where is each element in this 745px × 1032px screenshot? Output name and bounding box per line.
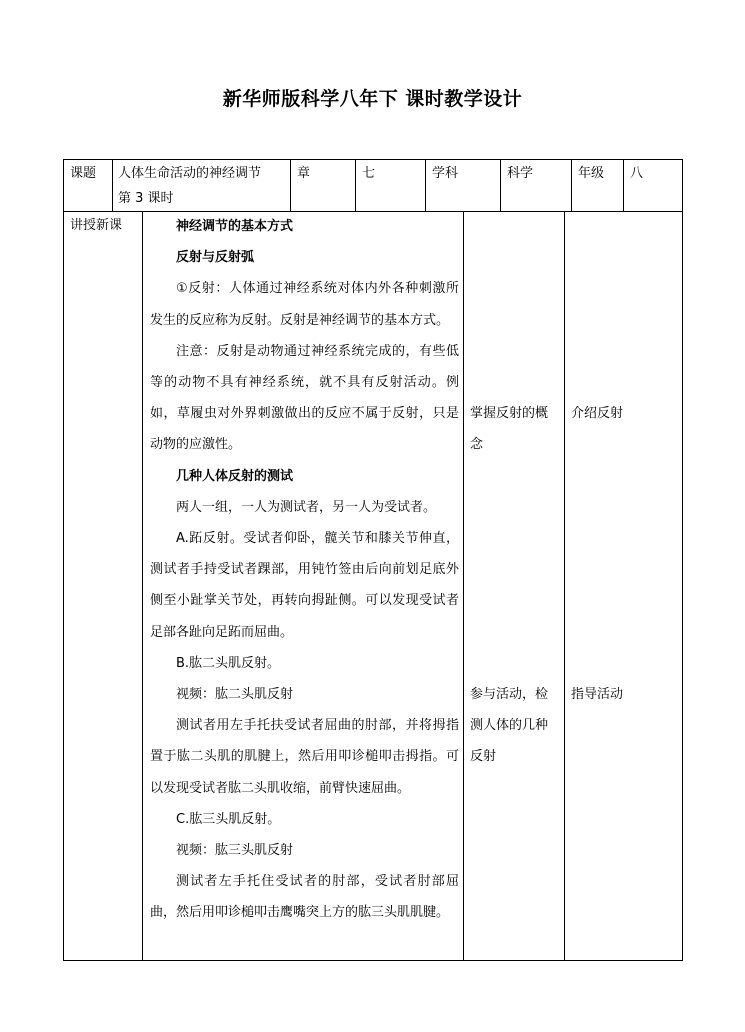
header-cell-divider (290, 159, 291, 212)
student-activity-2-line3: 反射 (470, 749, 497, 764)
content-heading: 反射与反射弧 (176, 250, 255, 266)
student-activity-1-line1: 掌握反射的概 (470, 406, 549, 421)
subject-label: 学科 (432, 166, 459, 181)
content-paragraph: 测试者左手托住受试者的肘部，受试者肘部屈曲，然后用叩诊槌叩击鹰嘴突上方的肱三头肌肌腱。 (150, 874, 459, 921)
content-cell-divider (142, 211, 143, 961)
header-cell-divider (571, 159, 572, 212)
content-paragraph: 测试者用左手托扶受试者屈曲的肘部，并将拇指置于肱二头肌的肌腱上，然后用叩诊槌叩击拇指。可以发现受试者肱二头肌收缩，前臂快速屈曲。 (150, 718, 459, 796)
subject-value: 科学 (507, 166, 534, 181)
document-title: 新华师版科学八年下 课时教学设计 (222, 88, 523, 110)
lesson-label: 课题 (70, 166, 97, 181)
content-heading: 几种人体反射的测试 (176, 468, 294, 484)
lesson-content (150, 211, 459, 929)
content-paragraph: A.跖反射。受试者仰卧，髋关节和膝关节伸直，测试者手持受试者踝部，用钝竹签由后向前划足底外侧至小趾掌关节处，再转向拇趾侧。可以发现受试者足部各趾向足跖而屈曲。 (150, 531, 459, 640)
content-heading: 神经调节的基本方式 (176, 219, 294, 234)
content-paragraph: 视频：肱二头肌反射 (176, 687, 294, 703)
content-paragraph: 视频：肱三头肌反射 (176, 843, 294, 859)
teacher-activity-2: 指导活动 (571, 687, 624, 702)
content-cell-divider (564, 211, 565, 961)
student-activity-1-line2: 念 (470, 437, 484, 452)
student-activity-2-line1: 参与活动，检 (470, 687, 549, 702)
content-paragraph: C.肱三头肌反射。 (176, 811, 281, 827)
grade-value: 八 (630, 166, 644, 181)
lesson-value-line1: 人体生命活动的神经调节 (118, 166, 262, 181)
header-cell-divider (112, 159, 113, 212)
content-paragraph: 注意：反射是动物通过神经系统完成的，有些低等的动物不具有神经系统，就不具有反射活动。例如，草履虫对外界刺激做出的反应不属于反射，只是动物的应激性。 (150, 343, 459, 453)
lesson-value-line2: 第 3 课时 (118, 191, 174, 206)
content-cell-divider (463, 211, 464, 961)
chapter-value: 七 (362, 166, 376, 181)
stage-label: 讲授新课 (70, 218, 123, 233)
header-cell-divider (500, 159, 501, 212)
header-cell-divider (425, 159, 426, 212)
header-cell-divider (623, 159, 624, 212)
content-paragraph: 两人一组，一人为测试者，另一人为受试者。 (176, 499, 437, 515)
student-activity-2-line2: 测人体的几种 (470, 718, 549, 733)
content-paragraph: B.肱二头肌反射。 (176, 655, 281, 671)
grade-label: 年级 (578, 166, 605, 181)
content-paragraph: ①反射：人体通过神经系统对体内外各种刺激所发生的反应称为反射。反射是神经调节的基本方式。 (150, 281, 459, 328)
header-cell-divider (355, 159, 356, 212)
chapter-label: 章 (297, 166, 311, 181)
teacher-activity-1: 介绍反射 (571, 406, 624, 421)
